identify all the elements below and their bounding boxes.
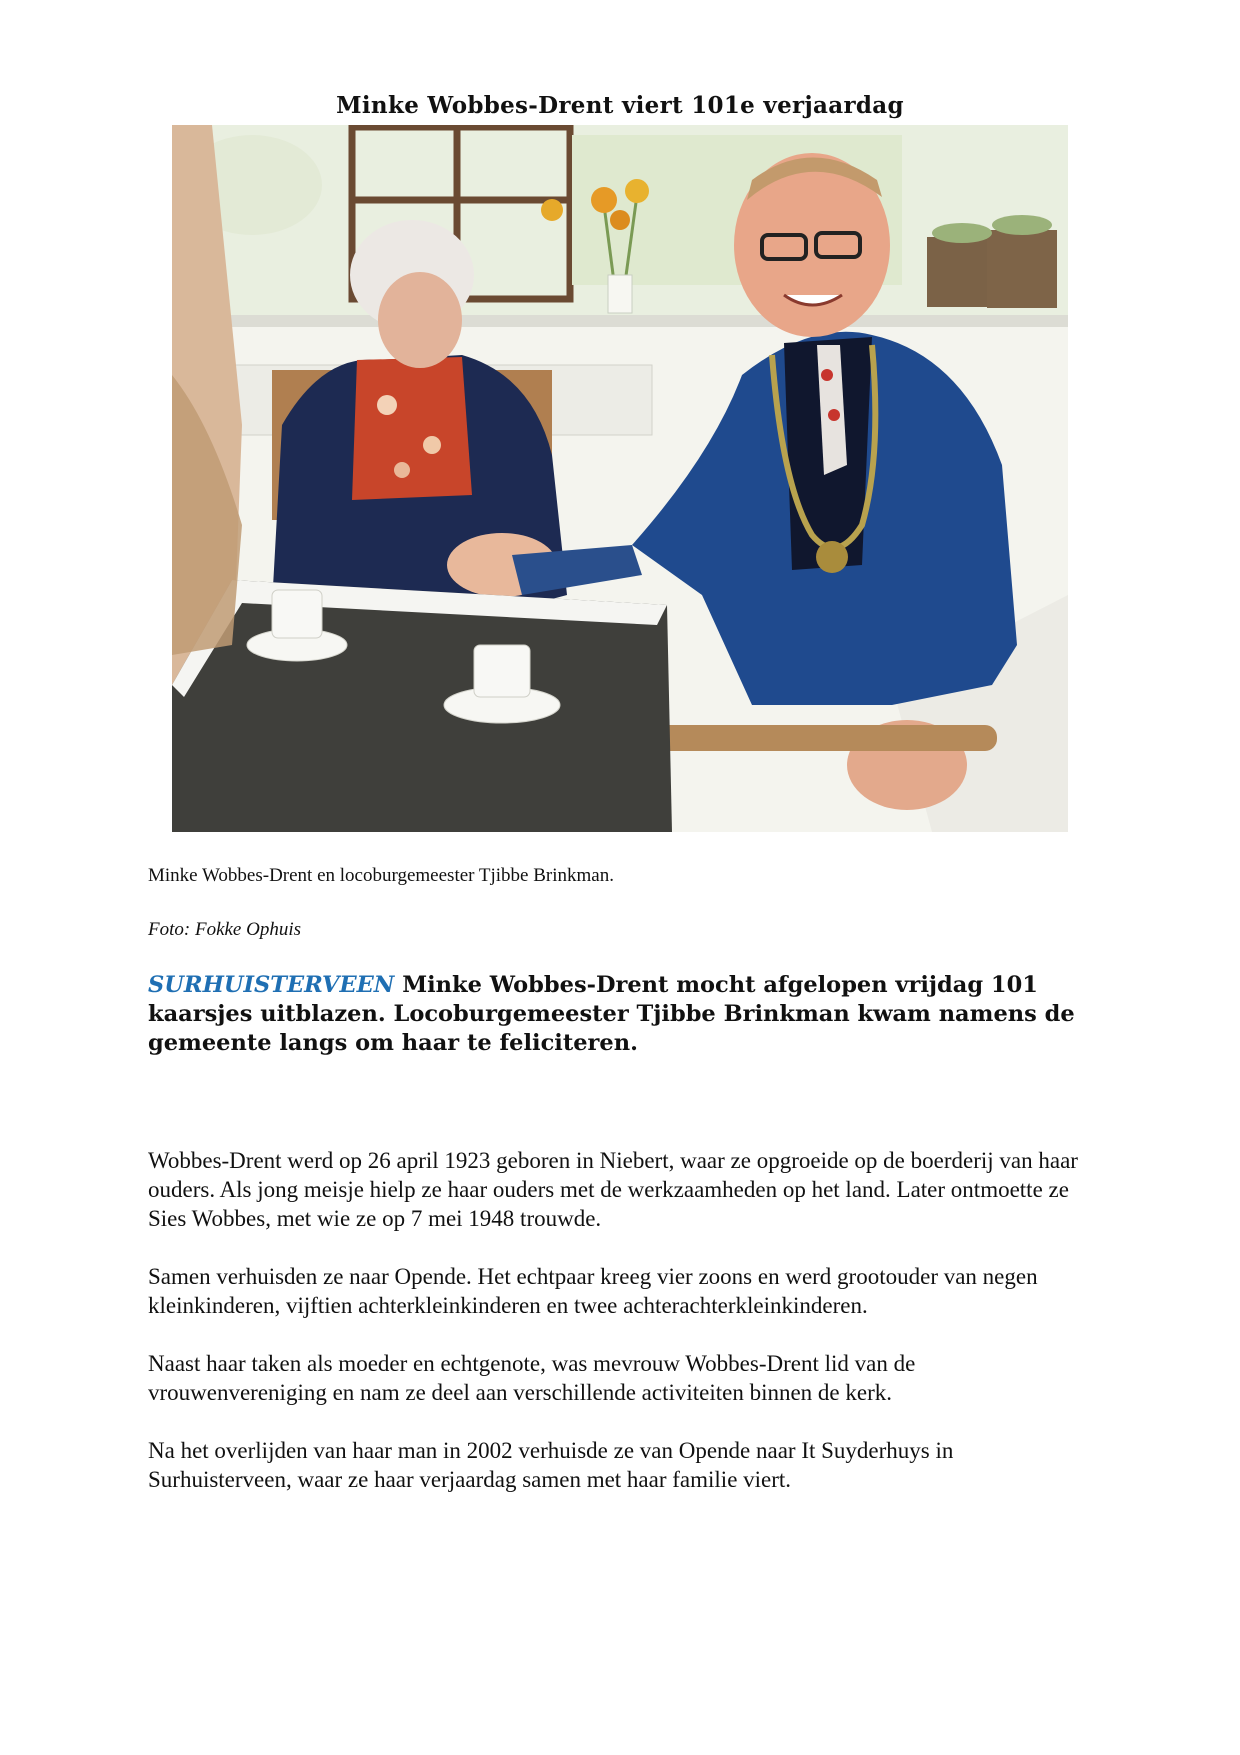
photo-credit: Foto: Fokke Ophuis	[148, 919, 302, 940]
photo-caption: Minke Wobbes-Drent en locoburgemeester Tjibbe Brinkman.	[148, 865, 614, 886]
article-lead	[148, 971, 1098, 1058]
article-photo	[172, 125, 1068, 832]
dateline: SURHUISTERVEEN	[148, 972, 395, 998]
body-paragraph: Samen verhuisden ze naar Opende. Het echtpaar kreeg vier zoons en werd grootouder van negen kleinkinderen, vijftien achterkleinkinderen en twee achterachterkleinkinderen.	[148, 1264, 1038, 1318]
article-headline: Minke Wobbes-Drent viert 101e verjaardag	[336, 92, 904, 119]
body-paragraph: Wobbes-Drent werd op 26 april 1923 geboren in Niebert, waar ze opgroeide op de boerderij van haar ouders. Als jong meisje hielp ze haar ouders met de werkzaamheden op het land. Later ontmoette ze Sies Wobbes, met wie ze op 7 mei 1948 trouwde.	[148, 1148, 1078, 1231]
body-paragraph: Naast haar taken als moeder en echtgenote, was mevrouw Wobbes-Drent lid van de vrouwenvereniging en nam ze deel aan verschillende activiteiten binnen de kerk.	[148, 1351, 916, 1405]
body-paragraph: Na het overlijden van haar man in 2002 verhuisde ze van Opende naar It Suyderhuys in Surhuisterveen, waar ze haar verjaardag samen met haar familie viert.	[148, 1438, 954, 1492]
lead-text: Minke Wobbes-Drent mocht afgelopen vrijdag 101 kaarsjes uitblazen. Locoburgemeester Tjibbe Brinkman kwam namens de gemeente langs om haar te feliciteren.	[148, 972, 1075, 1056]
article-body	[148, 1146, 1088, 1523]
